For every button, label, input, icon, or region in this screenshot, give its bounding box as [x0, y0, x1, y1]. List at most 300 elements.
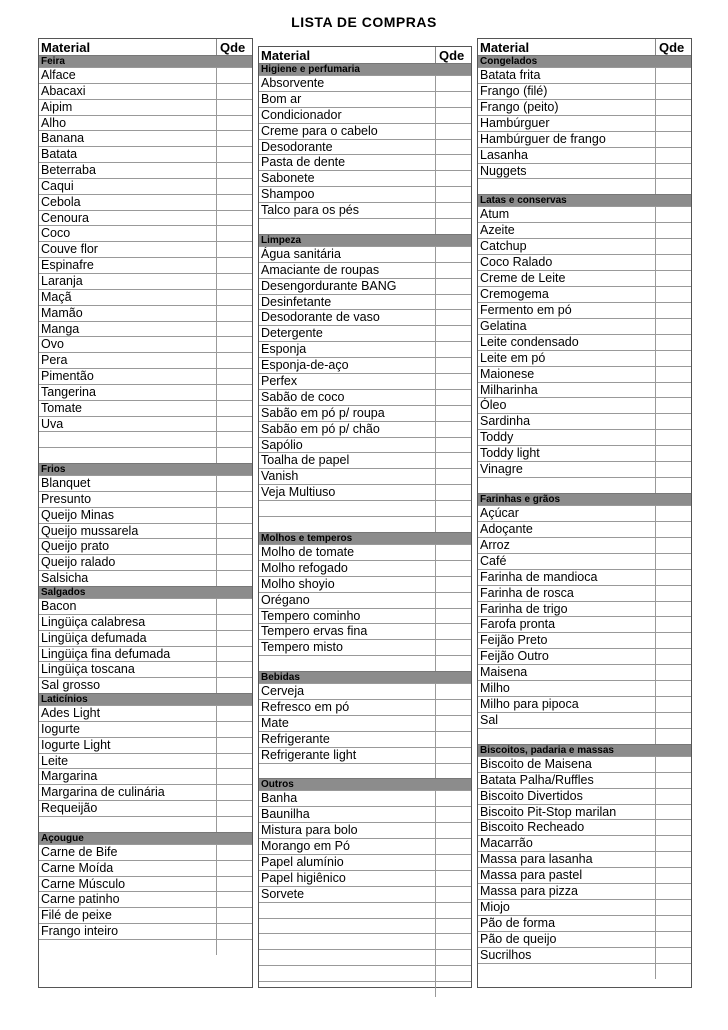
quantity-cell[interactable]: [655, 164, 691, 179]
quantity-cell[interactable]: [435, 326, 471, 341]
quantity-cell[interactable]: [216, 337, 252, 352]
quantity-cell[interactable]: [655, 335, 691, 350]
quantity-cell[interactable]: [216, 290, 252, 305]
quantity-cell[interactable]: [216, 754, 252, 769]
list-item: [259, 294, 471, 310]
quantity-cell[interactable]: [216, 84, 252, 99]
quantity-cell[interactable]: [216, 508, 252, 523]
quantity-cell[interactable]: [216, 226, 252, 241]
list-item: [478, 461, 691, 477]
quantity-cell[interactable]: [435, 108, 471, 123]
item-name: Margarina: [41, 769, 98, 784]
list-item: [478, 115, 691, 131]
quantity-cell[interactable]: [435, 561, 471, 576]
quantity-cell[interactable]: [655, 789, 691, 804]
quantity-cell[interactable]: [216, 163, 252, 178]
item-name: Detergente: [261, 326, 323, 341]
item-name: Requeijão: [41, 801, 98, 816]
quantity-cell[interactable]: [435, 732, 471, 747]
list-item: [259, 981, 471, 997]
quantity-cell[interactable]: [435, 453, 471, 468]
quantity-cell[interactable]: [216, 195, 252, 210]
quantity-cell[interactable]: [655, 586, 691, 601]
quantity-cell[interactable]: [216, 801, 252, 816]
list-item: [39, 99, 252, 115]
quantity-cell[interactable]: [655, 932, 691, 947]
quantity-header: Qde: [435, 47, 471, 63]
quantity-cell[interactable]: [655, 223, 691, 238]
list-item: [478, 178, 691, 194]
quantity-cell[interactable]: [655, 916, 691, 931]
quantity-cell[interactable]: [655, 430, 691, 445]
quantity-cell[interactable]: [655, 964, 691, 979]
section-title: Açougue: [41, 832, 84, 844]
list-item: [39, 523, 252, 539]
quantity-cell[interactable]: [216, 908, 252, 923]
quantity-cell[interactable]: [216, 369, 252, 384]
list-item: [259, 655, 471, 671]
list-item: [478, 334, 691, 350]
item-name: Espinafre: [41, 258, 94, 273]
quantity-cell[interactable]: [216, 100, 252, 115]
quantity-cell[interactable]: [435, 295, 471, 310]
item-name: Sal grosso: [41, 678, 101, 693]
quantity-cell[interactable]: [655, 602, 691, 617]
quantity-cell[interactable]: [216, 785, 252, 800]
quantity-cell[interactable]: [655, 649, 691, 664]
list-item: [478, 254, 691, 270]
quantity-cell[interactable]: [216, 258, 252, 273]
quantity-cell[interactable]: [435, 807, 471, 822]
quantity-cell[interactable]: [435, 823, 471, 838]
quantity-cell[interactable]: [655, 681, 691, 696]
quantity-cell[interactable]: [216, 242, 252, 257]
quantity-cell[interactable]: [435, 950, 471, 965]
quantity-cell[interactable]: [655, 462, 691, 477]
item-name: Biscoito de Maisena: [480, 756, 592, 771]
quantity-cell[interactable]: [655, 446, 691, 461]
quantity-cell[interactable]: [435, 982, 471, 997]
section-header: [259, 671, 471, 683]
quantity-header: Qde: [655, 39, 691, 55]
list-item: [259, 933, 471, 949]
quantity-cell[interactable]: [435, 155, 471, 170]
quantity-cell[interactable]: [216, 211, 252, 226]
item-name: Alho: [41, 115, 67, 130]
quantity-cell[interactable]: [216, 68, 252, 83]
quantity-cell[interactable]: [655, 836, 691, 851]
item-name: [39, 432, 216, 447]
quantity-cell[interactable]: [435, 279, 471, 294]
item-name: Mamão: [41, 305, 83, 320]
list-item: [259, 623, 471, 639]
quantity-cell[interactable]: [655, 868, 691, 883]
quantity-cell[interactable]: [655, 633, 691, 648]
item-name: Sorvete: [261, 886, 305, 901]
quantity-cell[interactable]: [216, 892, 252, 907]
list-item: [478, 819, 691, 835]
item-name: Queijo Minas: [41, 507, 114, 522]
item-name: Água sanitária: [261, 246, 341, 261]
quantity-cell[interactable]: [655, 148, 691, 163]
quantity-cell[interactable]: [216, 385, 252, 400]
section-header: [39, 832, 252, 844]
page-title: LISTA DE COMPRAS: [291, 14, 437, 30]
quantity-cell[interactable]: [435, 934, 471, 949]
quantity-cell[interactable]: [435, 545, 471, 560]
list-item: [259, 918, 471, 934]
list-item: [478, 206, 691, 222]
quantity-cell[interactable]: [435, 422, 471, 437]
quantity-cell[interactable]: [655, 820, 691, 835]
list-item: [259, 715, 471, 731]
quantity-cell[interactable]: [435, 593, 471, 608]
quantity-cell[interactable]: [435, 517, 471, 532]
list-item: [259, 790, 471, 806]
quantity-cell[interactable]: [435, 855, 471, 870]
list-item: [259, 139, 471, 155]
quantity-cell[interactable]: [655, 287, 691, 302]
item-name: Desodorante: [261, 139, 333, 154]
quantity-cell[interactable]: [435, 187, 471, 202]
list-item: [478, 680, 691, 696]
quantity-cell[interactable]: [435, 485, 471, 500]
item-name: Absorvente: [261, 76, 325, 90]
list-item: [39, 661, 252, 677]
list-item: [39, 146, 252, 162]
list-item: [259, 325, 471, 341]
quantity-cell[interactable]: [435, 310, 471, 325]
item-name: Banana: [41, 131, 85, 146]
quantity-cell[interactable]: [216, 845, 252, 860]
quantity-cell[interactable]: [655, 179, 691, 194]
list-item: [478, 270, 691, 286]
list-item: [259, 107, 471, 123]
quantity-cell[interactable]: [655, 538, 691, 553]
quantity-cell[interactable]: [216, 877, 252, 892]
list-item: [39, 737, 252, 753]
item-name: Café: [480, 553, 507, 568]
quantity-cell[interactable]: [216, 116, 252, 131]
quantity-cell[interactable]: [216, 306, 252, 321]
quantity-cell[interactable]: [216, 722, 252, 737]
quantity-cell[interactable]: [435, 748, 471, 763]
quantity-cell[interactable]: [216, 571, 252, 586]
quantity-cell[interactable]: [435, 791, 471, 806]
section-title: Higiene e perfumaria: [261, 64, 360, 75]
quantity-cell[interactable]: [216, 555, 252, 570]
column-header: [478, 39, 691, 55]
quantity-cell[interactable]: [435, 358, 471, 373]
list-item: [39, 336, 252, 352]
quantity-cell[interactable]: [655, 271, 691, 286]
list-item: [39, 416, 252, 432]
quantity-cell[interactable]: [435, 716, 471, 731]
item-name: Creme para o cabelo: [261, 123, 378, 138]
quantity-cell[interactable]: [216, 524, 252, 539]
quantity-cell[interactable]: [655, 522, 691, 537]
quantity-cell[interactable]: [655, 554, 691, 569]
item-name: Carne Músculo: [41, 876, 126, 891]
quantity-cell[interactable]: [435, 577, 471, 592]
list-item: [478, 712, 691, 728]
list-item: [478, 477, 691, 493]
list-item: [259, 91, 471, 107]
quantity-cell[interactable]: [216, 940, 252, 955]
quantity-cell[interactable]: [216, 738, 252, 753]
quantity-cell[interactable]: [655, 319, 691, 334]
list-item: [39, 83, 252, 99]
list-item: [259, 170, 471, 186]
item-name: Maçã: [41, 289, 72, 304]
quantity-cell[interactable]: [435, 469, 471, 484]
section-title: Outros: [261, 779, 294, 791]
quantity-cell[interactable]: [435, 501, 471, 516]
quantity-cell[interactable]: [216, 353, 252, 368]
list-item: [478, 445, 691, 461]
list-item: [259, 452, 471, 468]
quantity-cell[interactable]: [435, 764, 471, 779]
list-item: [259, 357, 471, 373]
item-name: Batata Palha/Ruffles: [480, 772, 594, 787]
quantity-cell[interactable]: [655, 773, 691, 788]
list-item: [39, 368, 252, 384]
quantity-cell[interactable]: [655, 617, 691, 632]
quantity-cell[interactable]: [435, 966, 471, 981]
quantity-cell[interactable]: [216, 924, 252, 939]
quantity-cell[interactable]: [655, 729, 691, 744]
item-name: Coco: [41, 226, 71, 241]
quantity-cell[interactable]: [655, 398, 691, 413]
list-item: [259, 639, 471, 655]
quantity-cell[interactable]: [655, 414, 691, 429]
quantity-cell[interactable]: [655, 68, 691, 83]
list-item: [259, 405, 471, 421]
quantity-cell[interactable]: [435, 219, 471, 234]
list-item: [39, 784, 252, 800]
quantity-cell[interactable]: [655, 351, 691, 366]
quantity-cell[interactable]: [435, 140, 471, 155]
quantity-cell[interactable]: [435, 609, 471, 624]
item-name: Massa para pastel: [480, 868, 583, 883]
quantity-cell[interactable]: [435, 700, 471, 715]
item-name: Lingüiça defumada: [41, 630, 147, 645]
item-name: Pera: [41, 353, 68, 368]
quantity-cell[interactable]: [435, 76, 471, 91]
quantity-cell[interactable]: [655, 900, 691, 915]
quantity-cell[interactable]: [435, 374, 471, 389]
quantity-cell[interactable]: [435, 342, 471, 357]
item-name: Massa para lasanha: [480, 852, 593, 867]
quantity-cell[interactable]: [435, 92, 471, 107]
quantity-cell[interactable]: [435, 684, 471, 699]
quantity-cell[interactable]: [655, 207, 691, 222]
list-item: [259, 278, 471, 294]
list-item: [39, 939, 252, 955]
quantity-cell[interactable]: [655, 805, 691, 820]
list-item: [259, 186, 471, 202]
quantity-cell[interactable]: [655, 100, 691, 115]
quantity-cell[interactable]: [435, 640, 471, 655]
quantity-cell[interactable]: [216, 131, 252, 146]
item-name: Refrigerante light: [261, 747, 357, 762]
item-name: Leite: [41, 753, 69, 768]
quantity-cell[interactable]: [655, 116, 691, 131]
item-name: Tangerina: [41, 384, 96, 399]
quantity-cell[interactable]: [216, 817, 252, 832]
quantity-cell[interactable]: [216, 678, 252, 693]
shopping-column-2: [258, 46, 472, 988]
quantity-cell[interactable]: [216, 615, 252, 630]
shopping-column-1: [38, 38, 253, 988]
quantity-cell[interactable]: [216, 274, 252, 289]
quantity-cell[interactable]: [216, 769, 252, 784]
list-item: [259, 437, 471, 453]
quantity-cell[interactable]: [216, 706, 252, 721]
quantity-cell[interactable]: [435, 438, 471, 453]
item-name: Lingüiça fina defumada: [41, 646, 171, 661]
quantity-cell[interactable]: [435, 656, 471, 671]
quantity-cell[interactable]: [216, 539, 252, 554]
item-name: Milho para pipoca: [480, 697, 579, 712]
list-item: [478, 429, 691, 445]
list-item: [39, 721, 252, 737]
list-item: [259, 373, 471, 389]
item-name: Frango inteiro: [41, 924, 119, 939]
quantity-cell[interactable]: [435, 124, 471, 139]
item-name: Manga: [41, 321, 80, 336]
quantity-cell[interactable]: [216, 647, 252, 662]
item-name: Pasta de dente: [261, 155, 346, 170]
item-name: Biscoito Pit-Stop marilan: [480, 804, 617, 819]
quantity-cell[interactable]: [435, 919, 471, 934]
section-title: Laticínios: [41, 694, 88, 706]
item-name: Desodorante de vaso: [261, 310, 380, 325]
list-item: [39, 923, 252, 939]
quantity-cell[interactable]: [655, 713, 691, 728]
quantity-cell[interactable]: [216, 147, 252, 162]
list-item: [259, 123, 471, 139]
quantity-cell[interactable]: [435, 903, 471, 918]
quantity-cell[interactable]: [655, 852, 691, 867]
quantity-cell[interactable]: [655, 84, 691, 99]
item-name: Cremogema: [480, 286, 549, 301]
quantity-cell[interactable]: [216, 401, 252, 416]
quantity-cell[interactable]: [216, 322, 252, 337]
quantity-cell[interactable]: [655, 367, 691, 382]
section-header: [259, 778, 471, 790]
list-item: [39, 891, 252, 907]
list-item: [478, 788, 691, 804]
quantity-cell[interactable]: [435, 624, 471, 639]
list-item: [478, 728, 691, 744]
quantity-cell[interactable]: [655, 697, 691, 712]
item-name: Ovo: [41, 337, 64, 352]
item-name: Creme de Leite: [480, 271, 566, 286]
quantity-cell[interactable]: [655, 948, 691, 963]
list-item: [478, 804, 691, 820]
item-name: Milharinha: [480, 382, 538, 397]
list-item: [478, 131, 691, 147]
quantity-cell[interactable]: [435, 247, 471, 262]
list-item: [259, 75, 471, 91]
quantity-cell[interactable]: [655, 478, 691, 493]
item-name: Leite condensado: [480, 334, 579, 349]
item-name: [259, 219, 435, 234]
quantity-cell[interactable]: [655, 506, 691, 521]
quantity-cell[interactable]: [655, 757, 691, 772]
quantity-cell[interactable]: [655, 383, 691, 398]
quantity-cell[interactable]: [216, 492, 252, 507]
list-item: [478, 238, 691, 254]
list-item: [39, 677, 252, 693]
quantity-cell[interactable]: [216, 631, 252, 646]
quantity-cell[interactable]: [435, 887, 471, 902]
quantity-cell[interactable]: [655, 665, 691, 680]
quantity-cell[interactable]: [216, 599, 252, 614]
list-item: [39, 210, 252, 226]
list-item: [39, 241, 252, 257]
quantity-cell[interactable]: [435, 203, 471, 218]
quantity-cell[interactable]: [216, 448, 252, 463]
item-name: Beterraba: [41, 163, 96, 178]
column-header: [39, 39, 252, 55]
quantity-cell[interactable]: [655, 570, 691, 585]
list-item: [39, 570, 252, 586]
quantity-cell[interactable]: [435, 871, 471, 886]
quantity-cell[interactable]: [216, 662, 252, 677]
list-item: [259, 763, 471, 779]
quantity-cell[interactable]: [655, 239, 691, 254]
item-name: Tempero misto: [261, 640, 343, 655]
section-title: Molhos e temperos: [261, 532, 353, 544]
list-item: [39, 768, 252, 784]
quantity-cell[interactable]: [216, 861, 252, 876]
quantity-cell[interactable]: [655, 884, 691, 899]
quantity-cell[interactable]: [655, 132, 691, 147]
quantity-cell[interactable]: [435, 406, 471, 421]
item-name: [259, 517, 435, 532]
quantity-cell[interactable]: [216, 476, 252, 491]
item-name: Pão de forma: [480, 916, 556, 931]
quantity-cell[interactable]: [435, 171, 471, 186]
list-item: [259, 421, 471, 437]
section-title: Farinhas e grãos: [480, 493, 561, 505]
list-item: [259, 747, 471, 763]
quantity-cell[interactable]: [655, 255, 691, 270]
list-item: [478, 632, 691, 648]
item-name: Salsicha: [41, 571, 89, 586]
list-item: [39, 130, 252, 146]
quantity-cell[interactable]: [435, 839, 471, 854]
section-header: [39, 693, 252, 705]
item-name: Azeite: [480, 223, 515, 238]
list-item: [478, 521, 691, 537]
item-name: [259, 903, 435, 918]
quantity-cell[interactable]: [216, 432, 252, 447]
quantity-cell[interactable]: [216, 179, 252, 194]
list-item: [39, 178, 252, 194]
list-item: [39, 431, 252, 447]
quantity-cell[interactable]: [435, 263, 471, 278]
list-item: [259, 309, 471, 325]
section-title: Limpeza: [261, 234, 302, 246]
quantity-cell[interactable]: [435, 390, 471, 405]
quantity-cell[interactable]: [216, 417, 252, 432]
quantity-cell[interactable]: [655, 303, 691, 318]
material-header: Material: [41, 40, 91, 55]
section-header: [478, 55, 691, 67]
